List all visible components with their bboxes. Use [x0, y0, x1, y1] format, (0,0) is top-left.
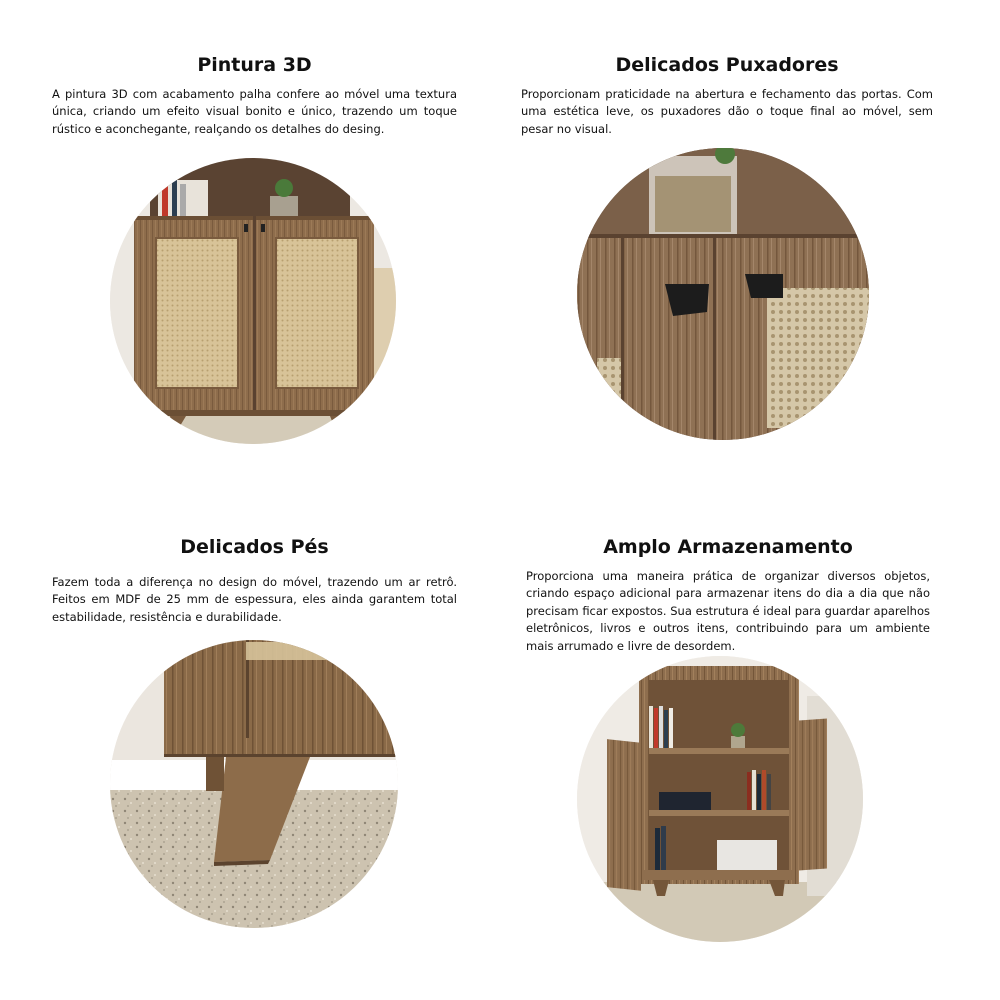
section-description: Proporciona uma maneira prática de organizar diversos objetos, criando espaço adicional para armazenar itens do dia a dia que não precisam ficar expostos. Sua estrutura é ideal para guardar aparelhos eletrônicos, livros e outros itens, contribuindo para um ambiente mais arrumado e livre de desordem.	[526, 569, 930, 653]
cabinet-handles-closeup-photo	[577, 148, 869, 440]
cabinet-leg-closeup-photo	[110, 640, 398, 928]
section-title: Delicados Puxadores	[615, 54, 839, 76]
section-description: Fazem toda a diferença no design do móvel, trazendo um ar retrô. Feitos em MDF de 25 mm de espessura, eles ainda garantem total estabilidade, resistência e durabilidade.	[52, 575, 457, 624]
cabinet-open-storage-photo	[577, 656, 863, 942]
section-description: A pintura 3D com acabamento palha confere ao móvel uma textura única, criando um efeito visual bonito e único, trazendo um toque rústico e aconchegante, realçando os detalhes do desing.	[52, 87, 457, 136]
section-title: Pintura 3D	[197, 54, 312, 76]
section-title: Delicados Pés	[180, 536, 329, 558]
cabinet-front-doors-rattan-photo	[110, 158, 396, 444]
section-description: Proporcionam praticidade na abertura e fechamento das portas. Com uma estética leve, os puxadores dão o toque final ao móvel, sem pesar no visual.	[521, 87, 933, 136]
section-title: Amplo Armazenamento	[603, 536, 853, 558]
